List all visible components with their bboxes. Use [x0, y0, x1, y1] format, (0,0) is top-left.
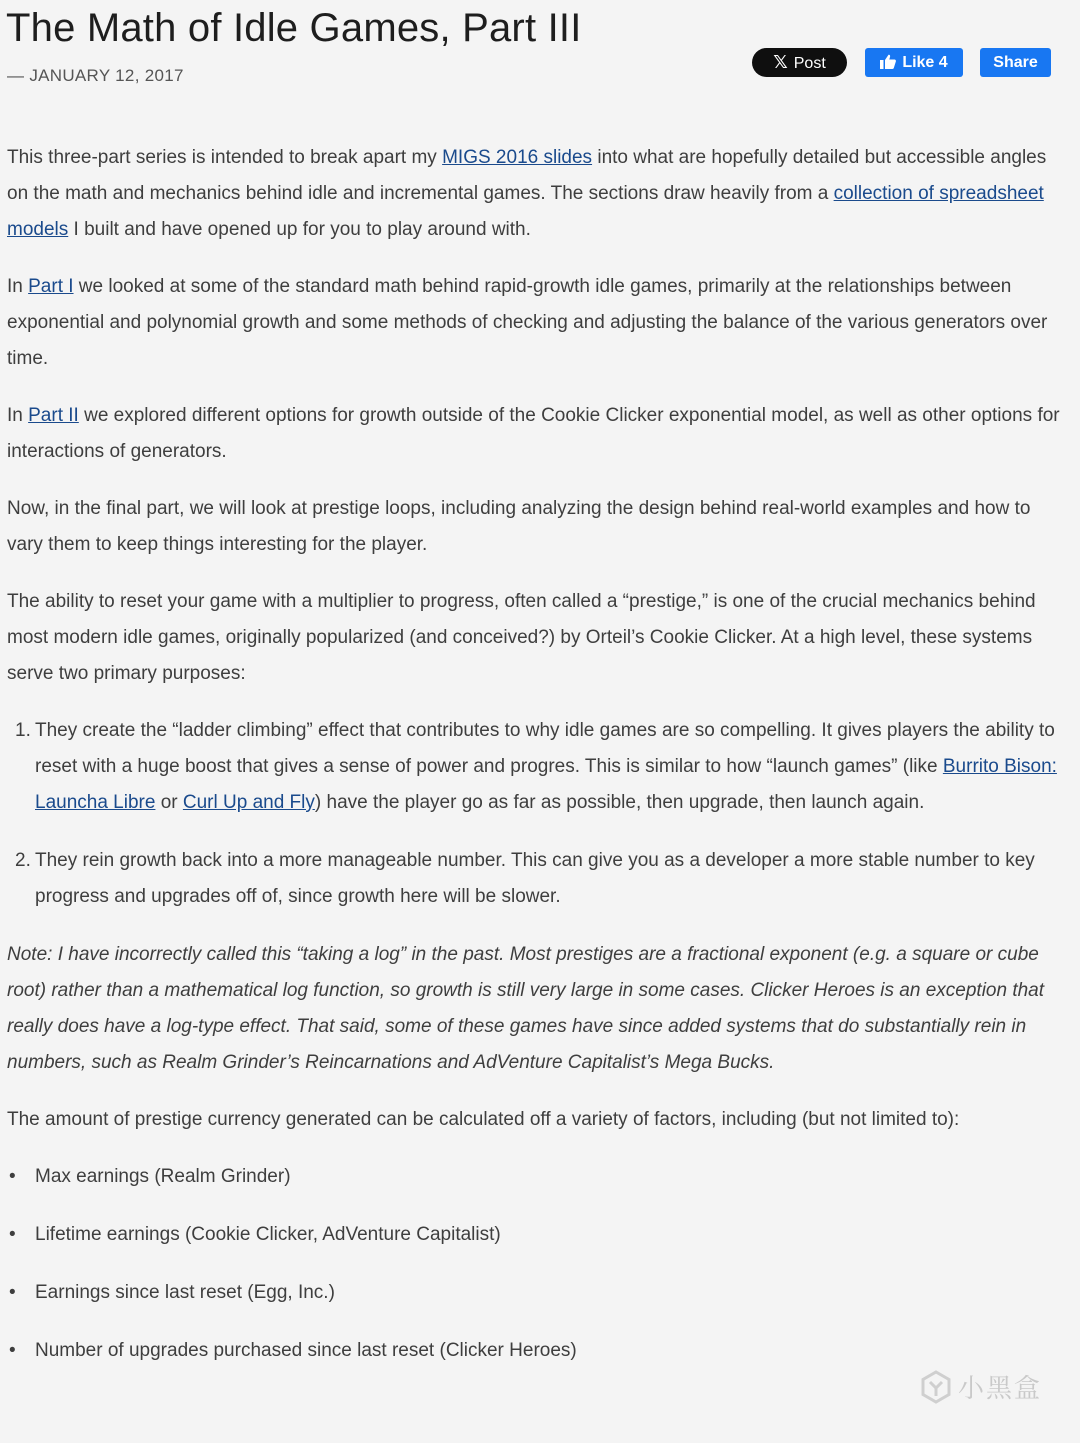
migs-slides-link[interactable]: MIGS 2016 slides [442, 147, 593, 168]
x-post-button[interactable] [752, 48, 847, 77]
post-date: — JANUARY 12, 2017 [7, 66, 184, 85]
list-item: 2. They rein growth back into a more manageable number. This can give you as a developer a more stable number to key progress and upgrades off of, since growth here will be slower. [15, 850, 1035, 907]
part-two-link[interactable]: Part II [28, 405, 79, 426]
thumbs-up-icon [880, 54, 896, 69]
article-body [7, 140, 1067, 1391]
x-post-label: Post [793, 55, 826, 72]
watermark [920, 1368, 1042, 1405]
article-title: The Math of Idle Games, Part III [6, 6, 582, 50]
spreadsheet-models-link[interactable]: collection of spreadsheet models [7, 183, 1044, 240]
prestige-factors-list [7, 1159, 1067, 1369]
prestige-paragraph: The ability to reset your game with a multiplier to progress, often called a “prestige,” is one of the crucial mechanics behind most modern idle games, originally popularized (and conceived?) by Orteil’s Cookie Clicker. At a high level, these systems serve two primary purposes: [7, 591, 1036, 684]
note-paragraph: Note: I have incorrectly called this “taking a log” in the past. Most prestiges are a fractional exponent (e.g. a square or cube root) rather than a mathematical log function, so growth is still very large in some cases. Clicker Heroes is an exception that really does have a log-type effect. That said, some of these games have since added systems that do substantially rein in numbers, such as Realm Grinder’s Reincarnations and AdVenture Capitalist’s Mega Bucks. [7, 944, 1045, 1073]
xiaoheihe-logo-icon [920, 1370, 952, 1404]
list-item: 1. They create the “ladder climbing” effect that contributes to why idle games are so compelling. It gives players the ability to reset with a huge boost that gives a sense of power and progres. This is similar to how “launch games” (like Burrito Bison: Launcha Libre or Curl Up and Fly) have the player go as far as possible, then upgrade, then launch again. [15, 720, 1057, 813]
facebook-like-button[interactable] [865, 48, 963, 77]
intro-paragraph: This three-part series is intended to break apart my MIGS 2016 slides into what are hopefully detailed but accessible angles on the math and mechanics behind idle and incremental games. The sections draw heavily from a collection of spreadsheet models I built and have opened up for you to play around with. [7, 147, 1047, 240]
final-part-paragraph: Now, in the final part, we will look at prestige loops, including analyzing the design behind real-world examples and how to vary them to keep things interesting for the player. [7, 498, 1031, 555]
purposes-list [7, 713, 1067, 915]
part-one-link[interactable]: Part I [28, 276, 74, 297]
watermark-text: 小黑盒 [958, 1373, 1043, 1403]
list-item: • Max earnings (Realm Grinder) [9, 1166, 291, 1187]
x-logo-icon: 𝕏 [773, 52, 788, 72]
list-item: • Number of upgrades purchased since last reset (Clicker Heroes) [9, 1340, 577, 1361]
part-one-paragraph: In Part I we looked at some of the standard math behind rapid-growth idle games, primarily at the relationships between exponential and polynomial growth and some methods of checking and adjusting the balance of the various generators over time. [7, 276, 1048, 369]
curl-up-and-fly-link[interactable]: Curl Up and Fly [182, 792, 315, 813]
like-label: Like 4 [902, 54, 948, 71]
list-item: • Earnings since last reset (Egg, Inc.) [9, 1282, 335, 1303]
burrito-bison-link[interactable]: Burrito Bison: Launcha Libre [35, 756, 1057, 813]
part-two-paragraph: In Part II we explored different options for growth outside of the Cookie Clicker exponential model, as well as other options for interactions of generators. [7, 405, 1060, 462]
facebook-share-button[interactable]: Share [980, 48, 1051, 77]
prestige-factors-paragraph: The amount of prestige currency generated can be calculated off a variety of factors, including (but not limited to): [7, 1109, 960, 1130]
list-item: • Lifetime earnings (Cookie Clicker, AdVenture Capitalist) [9, 1224, 501, 1245]
